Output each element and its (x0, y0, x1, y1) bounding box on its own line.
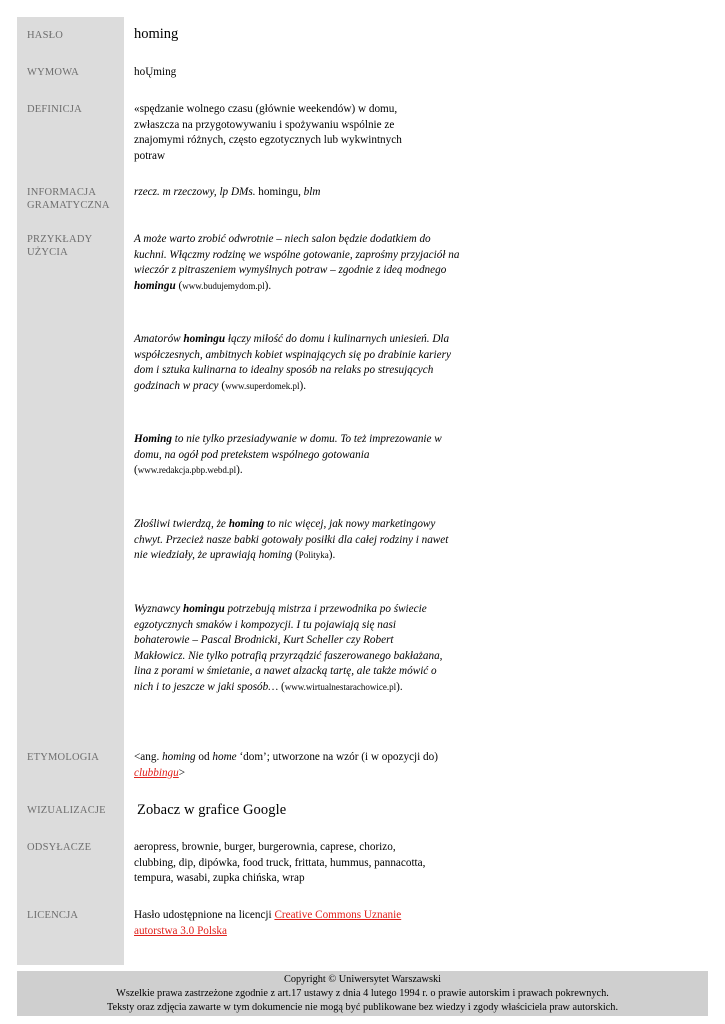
example-keyword: homingu (183, 333, 226, 345)
grammar-category: rzecz. m rzeczowy, lp DMs. (134, 186, 256, 198)
examples-label: PRZYKŁADY UŻYCIA (27, 234, 92, 258)
grammar-note: blm (303, 186, 321, 198)
headword-label: HASŁO (27, 30, 64, 41)
example-2: Amatorów homingu łączy miłość do domu i kulinarnych uniesień. Dla współczesnych, ambitnych kobiet wspinających się po drabinie kariery dom i sztuka kulinarna to idealny sposób na relaks po stresujących godzinach w pracy (www.superdomek.pl). (134, 333, 451, 392)
headword: homing (134, 26, 179, 42)
grammar-label: INFORMACJA GRAMATYCZNA (27, 187, 110, 211)
grammar-info (134, 185, 464, 201)
pronunciation: hoŲming (134, 66, 177, 78)
grammar-form: homingu, (255, 186, 304, 198)
crossref-label: ODSYŁACZE (27, 842, 92, 853)
example-1: A może warto zrobić odwrotnie – niech salon będzie dodatkiem do kuchni. Włączmy rodzinę we wspólne gotowanie, zaprośmy przyjaciół na wieczór z pitraszeniem wymyślnych potraw – zgodnie z ideą modnego homingu (www.budujemydom.pl). (134, 233, 460, 292)
definition-label: DEFINICJA (27, 104, 82, 115)
etymology-label: ETYMOLOGIA (27, 752, 99, 763)
example-keyword: homingu (134, 279, 176, 292)
example-source: www.wirtualnestarachowice.pl (284, 681, 397, 692)
footer-rights: Wszelkie prawa zastrzeżone zgodnie z art.17 ustawy z dnia 4 lutego 1994 r. o prawie autorskim i prawach pokrewnych. (116, 988, 609, 999)
footer (17, 971, 708, 1016)
visualization-label: WIZUALIZACJE (27, 805, 106, 816)
example-source: www.redakcja.pbp.webd.pl (137, 465, 237, 476)
etymology: <ang. homing od home ‘dom’; utworzone na wzór (i w opozycji do) clubbingu> (134, 751, 438, 779)
example-keyword: Homing (134, 433, 172, 445)
example-4: Złośliwi twierdzą, że homing to nic więcej, jak nowy marketingowy chwyt. Przecież nasze babki gotowały posiłki dla całej rodziny i nawet nie wiedziały, że uprawiają homing (Polityka). (134, 518, 449, 562)
example-5: Wyznawcy homingu potrzebują mistrza i przewodnika po świecie egzotycznych smaków i kompozycji. I tu pojawiają się nasi bohaterowie – Pascal Brodnicki, Kurt Scheller czy Robert Makłowicz. Nie tylko potrafią przyrządzić faszerowanego bakłażana, lina z porami w śmietanie, a nawet alzacką tartę, ale także mówić o nich i to jeszcze w jaki sposób… (www.wirtualnestarachowice.pl). (134, 603, 443, 693)
license: Hasło udostępnione na licencji Creative Commons Uznanie autorstwa 3.0 Polska (134, 909, 402, 937)
crossref-list[interactable]: aeropress, brownie, burger, burgerownia, caprese, chorizo, clubbing, dip, dipówka, food truck, frittata, hummus, pannacotta, tempura, wasabi, zupka chińska, wrap (134, 841, 426, 885)
google-images-link[interactable]: Zobacz w grafice Google (137, 802, 287, 818)
license-label: LICENCJA (27, 910, 79, 921)
footer-notice: Teksty oraz zdjęcia zawarte w tym dokumencie nie mogą być publikowane bez wiedzy i zgody właściciela praw autorskich. (106, 1002, 619, 1013)
example-source: Polityka (298, 550, 329, 561)
example-source: www.superdomek.pl (225, 380, 300, 391)
clubbing-link[interactable]: clubbingu (134, 766, 179, 779)
label-column (17, 17, 124, 965)
pronunciation-label: WYMOWA (27, 67, 79, 78)
example-3: Homing to nie tylko przesiadywanie w domu. To też imprezowanie w domu, na ogół pod pretekstem wspólnego gotowania (www.redakcja.pbp.webd.pl). (134, 433, 442, 477)
footer-copyright: Copyright © Uniwersytet Warszawski (284, 974, 441, 985)
definition: «spędzanie wolnego czasu (głównie weekendów) w domu, zwłaszcza na przygotowywaniu i spożywaniu wspólnie ze znajomymi różnych, często egzotycznych lub wykwintnych potraw (134, 103, 402, 162)
license-link[interactable]: Creative Commons Uznanie autorstwa 3.0 Polska (134, 909, 402, 937)
example-source: www.budujemydom.pl (182, 280, 265, 291)
example-keyword: homing (228, 518, 265, 530)
example-keyword: homingu (183, 603, 225, 615)
